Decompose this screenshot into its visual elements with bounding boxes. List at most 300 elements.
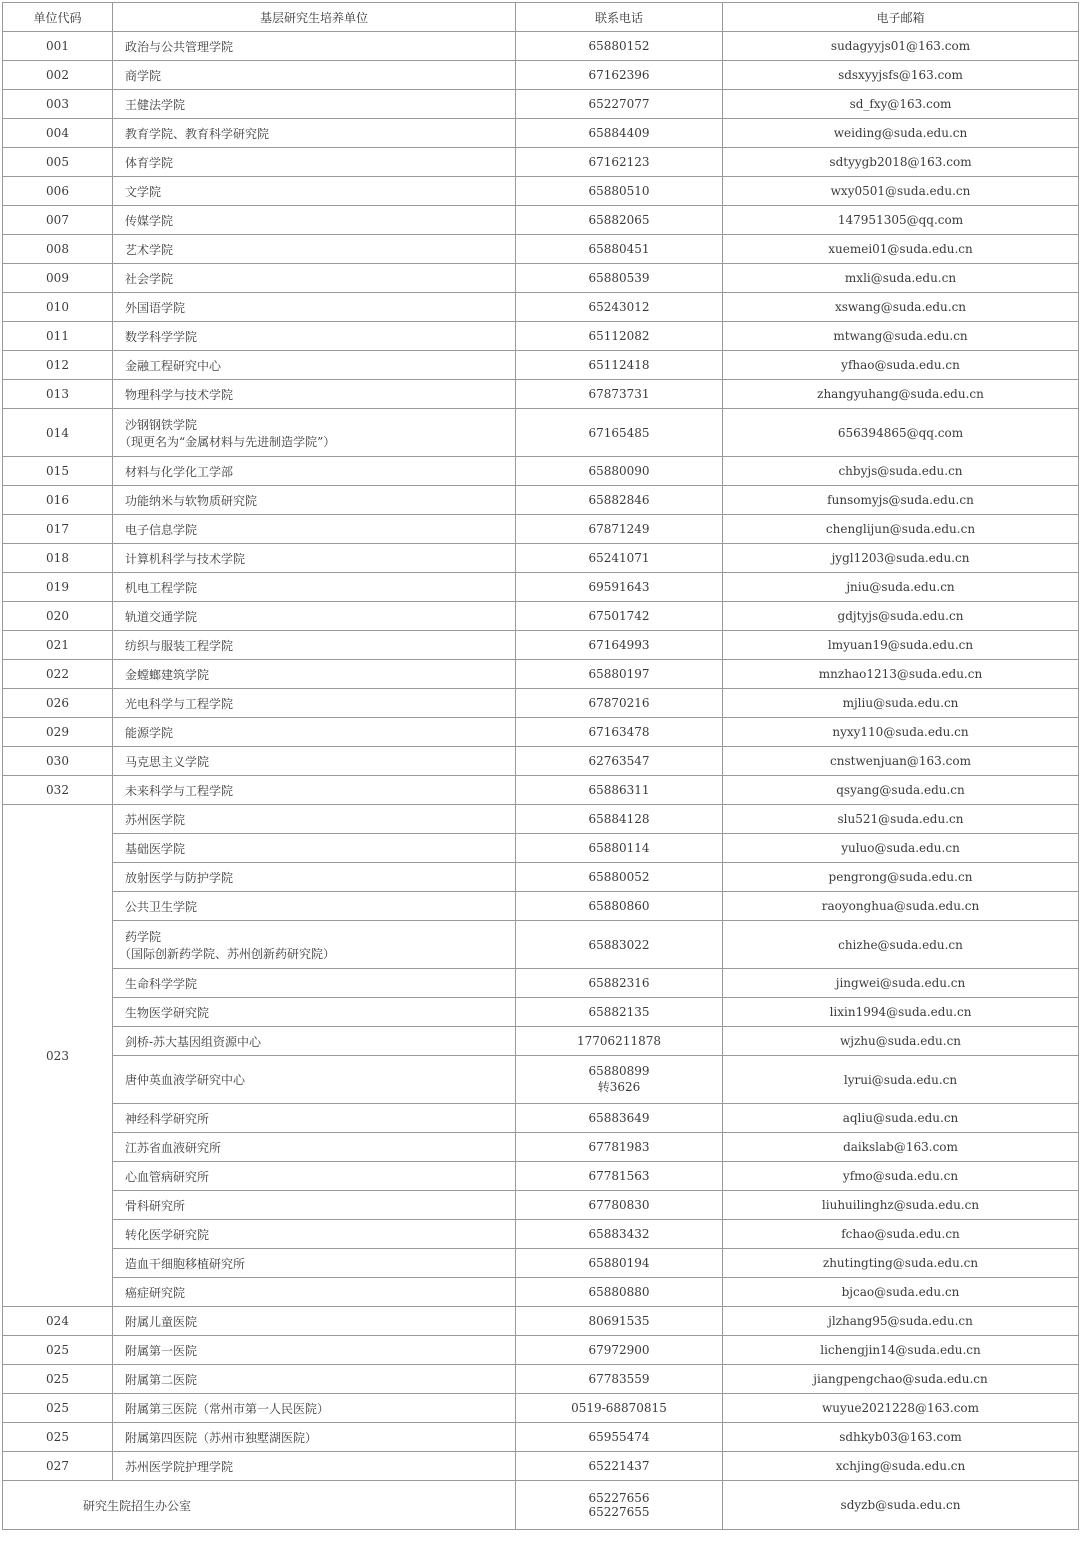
- unit-email-text: mtwang@suda.edu.cn: [833, 329, 968, 343]
- table-row: [3, 61, 1079, 90]
- unit-code-text: 022: [46, 667, 69, 681]
- unit-name: [113, 834, 516, 863]
- unit-email: [723, 892, 1079, 921]
- unit-name-text: 生命科学学院: [125, 976, 198, 991]
- unit-phone-text: 65883432: [588, 1227, 650, 1241]
- table-row: [3, 718, 1079, 747]
- unit-code-text: 006: [46, 184, 69, 198]
- unit-name: [113, 235, 516, 264]
- unit-phone: [516, 90, 723, 119]
- unit-email-text: chizhe@suda.edu.cn: [838, 937, 963, 952]
- table-row: [3, 863, 1079, 892]
- unit-name: [113, 32, 516, 61]
- unit-phone-text: 67163478: [588, 725, 650, 739]
- table-row: [3, 1133, 1079, 1162]
- unit-code: [3, 515, 113, 544]
- table-row: [3, 351, 1079, 380]
- unit-phone: [516, 1307, 723, 1336]
- unit-email-text: chbyjs@suda.edu.cn: [838, 464, 963, 478]
- unit-phone: [516, 177, 723, 206]
- table-row: [3, 380, 1079, 409]
- unit-code: [3, 148, 113, 177]
- unit-name-text: 传媒学院: [125, 213, 174, 228]
- unit-name: [113, 544, 516, 573]
- unit-phone: [516, 206, 723, 235]
- unit-code-text: 032: [46, 783, 69, 797]
- unit-email: [723, 1307, 1079, 1336]
- unit-phone: [516, 1191, 723, 1220]
- unit-phone: [516, 264, 723, 293]
- unit-email: [723, 1133, 1079, 1162]
- unit-code-text: 023: [46, 1048, 69, 1063]
- unit-email: [723, 573, 1079, 602]
- unit-name-text: 剑桥-苏大基因组资源中心: [125, 1034, 262, 1049]
- unit-name-text: 马克思主义学院: [125, 754, 210, 769]
- unit-code-text: 029: [46, 725, 69, 739]
- unit-phone: [516, 351, 723, 380]
- unit-email-text: xswang@suda.edu.cn: [834, 300, 967, 314]
- unit-phone-text-line2: 转3626: [597, 1080, 641, 1094]
- table-row: [3, 969, 1079, 998]
- unit-phone-text: 65882316: [588, 976, 650, 990]
- table-row: [3, 660, 1079, 689]
- unit-email: [723, 293, 1079, 322]
- unit-name-text: 苏州医学院护理学院: [125, 1459, 234, 1474]
- office-email-text: sdyzb@suda.edu.cn: [840, 1498, 961, 1512]
- unit-code: [3, 32, 113, 61]
- unit-email-text: mnzhao1213@suda.edu.cn: [818, 667, 983, 681]
- unit-email: [723, 718, 1079, 747]
- unit-email: [723, 1191, 1079, 1220]
- unit-phone-text: 65227077: [588, 97, 650, 111]
- unit-name-text: 轨道交通学院: [125, 609, 198, 624]
- unit-phone-text: 67870216: [588, 696, 650, 710]
- unit-phone-text: 67164993: [588, 638, 650, 652]
- unit-phone: [516, 1278, 723, 1307]
- unit-phone-text: 65882846: [588, 493, 650, 507]
- unit-email-text: mxli@suda.edu.cn: [844, 271, 957, 285]
- unit-name-text: 附属第二医院: [125, 1372, 198, 1387]
- unit-name-text: 附属第四医院（苏州市独墅湖医院）: [125, 1430, 318, 1445]
- unit-code: [3, 776, 113, 805]
- unit-name-text: 数学科学学院: [125, 329, 198, 344]
- unit-code-text: 024: [46, 1314, 69, 1328]
- unit-name-text: 文学院: [125, 184, 162, 199]
- unit-email: [723, 544, 1079, 573]
- unit-code: [3, 718, 113, 747]
- unit-email: [723, 805, 1079, 834]
- unit-phone: [516, 747, 723, 776]
- unit-phone: [516, 457, 723, 486]
- unit-email-text: 147951305@qq.com: [837, 213, 964, 227]
- unit-code-text: 005: [46, 155, 69, 169]
- unit-code-text: 018: [46, 551, 69, 565]
- unit-name-text: 药学院: [125, 929, 162, 944]
- unit-email: [723, 631, 1079, 660]
- unit-email-text: mjliu@suda.edu.cn: [842, 696, 959, 710]
- unit-email-text: lyrui@suda.edu.cn: [843, 1072, 958, 1087]
- unit-email-text: fchao@suda.edu.cn: [841, 1227, 960, 1241]
- unit-phone-text: 67165485: [588, 425, 650, 440]
- unit-phone-text: 65880539: [588, 271, 650, 285]
- unit-name-text: 生物医学研究院: [125, 1005, 210, 1020]
- unit-phone-text: 62763547: [588, 754, 650, 768]
- unit-email: [723, 61, 1079, 90]
- unit-name: [113, 61, 516, 90]
- table-row: [3, 293, 1079, 322]
- unit-phone: [516, 235, 723, 264]
- unit-phone: [516, 573, 723, 602]
- office-phone-text: 65227656: [588, 1491, 650, 1505]
- unit-email-text: bjcao@suda.edu.cn: [841, 1285, 960, 1299]
- unit-phone: [516, 1104, 723, 1133]
- table-row: [3, 1452, 1079, 1481]
- unit-code-text: 016: [46, 493, 69, 507]
- unit-phone: [516, 409, 723, 457]
- unit-name-text: 体育学院: [125, 155, 174, 170]
- unit-email-text: sd_fxy@163.com: [849, 97, 952, 111]
- unit-phone: [516, 486, 723, 515]
- unit-name: [113, 631, 516, 660]
- unit-name-text: 王健法学院: [125, 97, 186, 112]
- unit-name-text: 附属第一医院: [125, 1343, 198, 1358]
- unit-name-text: 沙钢钢铁学院: [125, 417, 198, 432]
- unit-email: [723, 921, 1079, 969]
- unit-phone: [516, 293, 723, 322]
- header-email: 电子邮箱: [723, 3, 1079, 32]
- table-row: [3, 1365, 1079, 1394]
- table-row: [3, 1336, 1079, 1365]
- unit-name: [113, 457, 516, 486]
- unit-phone: [516, 834, 723, 863]
- unit-phone-text: 67972900: [588, 1343, 650, 1357]
- unit-phone: [516, 1452, 723, 1481]
- unit-email-text: wjzhu@suda.edu.cn: [839, 1034, 962, 1048]
- office-phone: [516, 1481, 723, 1530]
- unit-code-text: 019: [46, 580, 69, 594]
- unit-phone-text: 65880194: [588, 1256, 650, 1270]
- table-row: [3, 689, 1079, 718]
- unit-email: [723, 515, 1079, 544]
- table-row: [3, 409, 1079, 457]
- unit-name: [113, 486, 516, 515]
- unit-name-text: 物理科学与技术学院: [125, 387, 234, 402]
- unit-email-text: 656394865@qq.com: [837, 425, 964, 440]
- unit-code-text: 020: [46, 609, 69, 623]
- unit-name: [113, 1162, 516, 1191]
- table-row: [3, 1104, 1079, 1133]
- unit-email: [723, 776, 1079, 805]
- unit-code-text: 009: [46, 271, 69, 285]
- unit-code: [3, 235, 113, 264]
- unit-phone: [516, 544, 723, 573]
- unit-phone-text: 65221437: [588, 1459, 650, 1473]
- unit-name: [113, 921, 516, 969]
- unit-code-text: 013: [46, 387, 69, 401]
- unit-email-text: jlzhang95@suda.edu.cn: [828, 1314, 973, 1328]
- unit-email: [723, 1056, 1079, 1104]
- table-row: [3, 457, 1079, 486]
- unit-name: [113, 1249, 516, 1278]
- unit-name: [113, 1133, 516, 1162]
- unit-name-text: 造血干细胞移植研究所: [125, 1256, 246, 1271]
- unit-email-text: chenglijun@suda.edu.cn: [825, 522, 976, 536]
- unit-name: [113, 747, 516, 776]
- unit-phone-text: 69591643: [588, 580, 650, 594]
- unit-code-text: 026: [46, 696, 69, 710]
- unit-phone: [516, 660, 723, 689]
- header-code: 单位代码: [3, 3, 113, 32]
- unit-name-text: 附属第三医院（常州市第一人民医院）: [125, 1401, 330, 1416]
- unit-code: [3, 293, 113, 322]
- unit-code: [3, 747, 113, 776]
- unit-phone: [516, 998, 723, 1027]
- unit-code: [3, 573, 113, 602]
- table-row: [3, 834, 1079, 863]
- unit-email: [723, 1365, 1079, 1394]
- unit-phone-text: 65882135: [588, 1005, 650, 1019]
- unit-email: [723, 1336, 1079, 1365]
- unit-email-text: slu521@suda.edu.cn: [837, 812, 964, 826]
- unit-code-text: 025: [46, 1401, 69, 1415]
- table-row-office: [3, 1481, 1079, 1530]
- unit-phone: [516, 322, 723, 351]
- unit-code-text: 002: [46, 68, 69, 82]
- unit-email: [723, 264, 1079, 293]
- unit-email: [723, 1027, 1079, 1056]
- table-row: [3, 998, 1079, 1027]
- unit-code-text: 008: [46, 242, 69, 256]
- unit-phone: [516, 921, 723, 969]
- unit-phone-text: 65880451: [588, 242, 650, 256]
- unit-phone: [516, 1056, 723, 1104]
- unit-code: [3, 660, 113, 689]
- table-body: [3, 32, 1079, 1530]
- unit-name-text: 材料与化学化工学部: [125, 464, 234, 479]
- unit-phone-text: 17706211878: [577, 1034, 661, 1048]
- table-row: [3, 177, 1079, 206]
- unit-name: [113, 1423, 516, 1452]
- unit-name-text: 骨科研究所: [125, 1198, 186, 1213]
- unit-phone-text: 65880090: [588, 464, 650, 478]
- unit-name-text: 苏州医学院: [125, 812, 186, 827]
- unit-email-text: lmyuan19@suda.edu.cn: [827, 638, 974, 652]
- unit-phone: [516, 380, 723, 409]
- unit-email: [723, 177, 1079, 206]
- unit-name: [113, 90, 516, 119]
- unit-email-text: cnstwenjuan@163.com: [830, 754, 971, 768]
- unit-name-text: 商学院: [125, 68, 162, 83]
- unit-phone: [516, 689, 723, 718]
- unit-email: [723, 322, 1079, 351]
- unit-name: [113, 177, 516, 206]
- unit-name: [113, 689, 516, 718]
- unit-name: [113, 892, 516, 921]
- unit-code-text: 021: [46, 638, 69, 652]
- unit-name: [113, 969, 516, 998]
- unit-phone: [516, 515, 723, 544]
- unit-name-text: 江苏省血液研究所: [125, 1140, 222, 1155]
- unit-phone-text: 65886311: [588, 783, 650, 797]
- unit-name: [113, 322, 516, 351]
- unit-code-text: 015: [46, 464, 69, 478]
- unit-phone-text: 65112418: [588, 358, 650, 372]
- unit-phone-text: 65243012: [588, 300, 650, 314]
- unit-code: [3, 805, 113, 1307]
- unit-email-text: sdtyygb2018@163.com: [829, 155, 972, 169]
- table-row: [3, 776, 1079, 805]
- unit-phone-text: 67781983: [588, 1140, 650, 1154]
- table-row: [3, 631, 1079, 660]
- unit-code-text: 025: [46, 1372, 69, 1386]
- unit-phone: [516, 863, 723, 892]
- unit-name: [113, 776, 516, 805]
- table-header-row: [3, 3, 1079, 32]
- unit-phone-text: 65880899: [588, 1064, 650, 1078]
- unit-name: [113, 718, 516, 747]
- unit-name-text: 计算机科学与技术学院: [125, 551, 246, 566]
- unit-name: [113, 1394, 516, 1423]
- unit-phone-text: 65955474: [588, 1430, 650, 1444]
- unit-phone: [516, 602, 723, 631]
- unit-email: [723, 1278, 1079, 1307]
- unit-code: [3, 61, 113, 90]
- unit-phone: [516, 1365, 723, 1394]
- unit-name-text: 教育学院、教育科学研究院: [125, 126, 270, 141]
- unit-phone-text: 65880510: [588, 184, 650, 198]
- unit-phone: [516, 805, 723, 834]
- unit-code-text: 025: [46, 1343, 69, 1357]
- table-row: [3, 1191, 1079, 1220]
- unit-phone: [516, 1027, 723, 1056]
- unit-code-text: 014: [46, 425, 69, 440]
- unit-code: [3, 631, 113, 660]
- table-row: [3, 892, 1079, 921]
- table-row: [3, 515, 1079, 544]
- unit-name-text: 放射医学与防护学院: [125, 870, 234, 885]
- unit-name-text-line2: （国际创新药学院、苏州创新药研究院）: [119, 946, 336, 961]
- table-row: [3, 235, 1079, 264]
- unit-email: [723, 206, 1079, 235]
- unit-phone-text: 0519-68870815: [571, 1401, 667, 1415]
- office-name: [3, 1481, 516, 1530]
- unit-email: [723, 235, 1079, 264]
- table-row: [3, 1423, 1079, 1452]
- table-row: [3, 921, 1079, 969]
- unit-code-text: 004: [46, 126, 69, 140]
- unit-phone-text: 65883649: [588, 1111, 650, 1125]
- unit-name-text: 转化医学研究院: [125, 1227, 210, 1242]
- unit-name-text: 癌症研究院: [125, 1285, 186, 1300]
- unit-name: [113, 998, 516, 1027]
- unit-name-text: 艺术学院: [125, 242, 174, 257]
- unit-email-text: funsomyjs@suda.edu.cn: [827, 493, 974, 507]
- unit-email-text: nyxy110@suda.edu.cn: [832, 725, 969, 739]
- unit-email: [723, 32, 1079, 61]
- unit-name: [113, 515, 516, 544]
- unit-phone: [516, 892, 723, 921]
- unit-name-text: 金螳螂建筑学院: [125, 667, 210, 682]
- unit-email: [723, 1423, 1079, 1452]
- unit-phone: [516, 631, 723, 660]
- unit-email: [723, 660, 1079, 689]
- table-row: [3, 1307, 1079, 1336]
- unit-email-text: yuluo@suda.edu.cn: [841, 841, 960, 855]
- unit-code: [3, 544, 113, 573]
- unit-email-text: jiangpengchao@suda.edu.cn: [813, 1372, 988, 1386]
- unit-code-text: 012: [46, 358, 69, 372]
- table-row: [3, 1278, 1079, 1307]
- unit-email-text: jingwei@suda.edu.cn: [835, 976, 966, 990]
- unit-email-text: zhutingting@suda.edu.cn: [822, 1256, 979, 1270]
- unit-email-text: wxy0501@suda.edu.cn: [830, 184, 971, 198]
- unit-code: [3, 119, 113, 148]
- unit-name-text: 功能纳米与软物质研究院: [125, 493, 258, 508]
- unit-phone-text: 67781563: [588, 1169, 650, 1183]
- unit-code: [3, 1452, 113, 1481]
- unit-email-text: sudagyyjs01@163.com: [830, 39, 971, 53]
- header-phone: 联系电话: [516, 3, 723, 32]
- unit-phone-text: 65880880: [588, 1285, 650, 1299]
- unit-code-text: 030: [46, 754, 69, 768]
- table-row: [3, 544, 1079, 573]
- unit-code: [3, 1365, 113, 1394]
- unit-phone-text: 65880114: [588, 841, 650, 855]
- unit-code-text: 010: [46, 300, 69, 314]
- unit-phone: [516, 148, 723, 177]
- unit-phone-text: 65880152: [588, 39, 650, 53]
- unit-phone: [516, 1394, 723, 1423]
- unit-email: [723, 834, 1079, 863]
- unit-code: [3, 206, 113, 235]
- office-email: [723, 1481, 1079, 1530]
- table-row: [3, 264, 1079, 293]
- unit-email: [723, 351, 1079, 380]
- unit-code: [3, 689, 113, 718]
- unit-code-text: 007: [46, 213, 69, 227]
- unit-code-text: 011: [46, 329, 69, 343]
- table-row: [3, 1249, 1079, 1278]
- unit-phone-text: 65884409: [588, 126, 650, 140]
- table-row: [3, 747, 1079, 776]
- unit-phone-text: 65883022: [588, 937, 650, 952]
- unit-name: [113, 1104, 516, 1133]
- unit-phone: [516, 1220, 723, 1249]
- unit-phone-text: 67871249: [588, 522, 650, 536]
- unit-code: [3, 409, 113, 457]
- unit-name: [113, 206, 516, 235]
- unit-phone-text: 67873731: [588, 387, 650, 401]
- unit-phone: [516, 776, 723, 805]
- unit-name: [113, 805, 516, 834]
- table-row: [3, 805, 1079, 834]
- table-row: [3, 1220, 1079, 1249]
- unit-code: [3, 1423, 113, 1452]
- unit-email: [723, 409, 1079, 457]
- unit-phone-text: 65882065: [588, 213, 650, 227]
- unit-email: [723, 863, 1079, 892]
- unit-email-text: aqliu@suda.edu.cn: [842, 1111, 959, 1125]
- table-row: [3, 148, 1079, 177]
- unit-email-text: jygl1203@suda.edu.cn: [831, 551, 970, 565]
- unit-name-text: 电子信息学院: [125, 522, 198, 537]
- unit-phone-text: 67501742: [588, 609, 650, 623]
- unit-name: [113, 1365, 516, 1394]
- table-row: [3, 32, 1079, 61]
- unit-phone-text: 65884128: [588, 812, 650, 826]
- unit-email-text: yfhao@suda.edu.cn: [841, 358, 960, 372]
- unit-name-text: 光电科学与工程学院: [125, 696, 234, 711]
